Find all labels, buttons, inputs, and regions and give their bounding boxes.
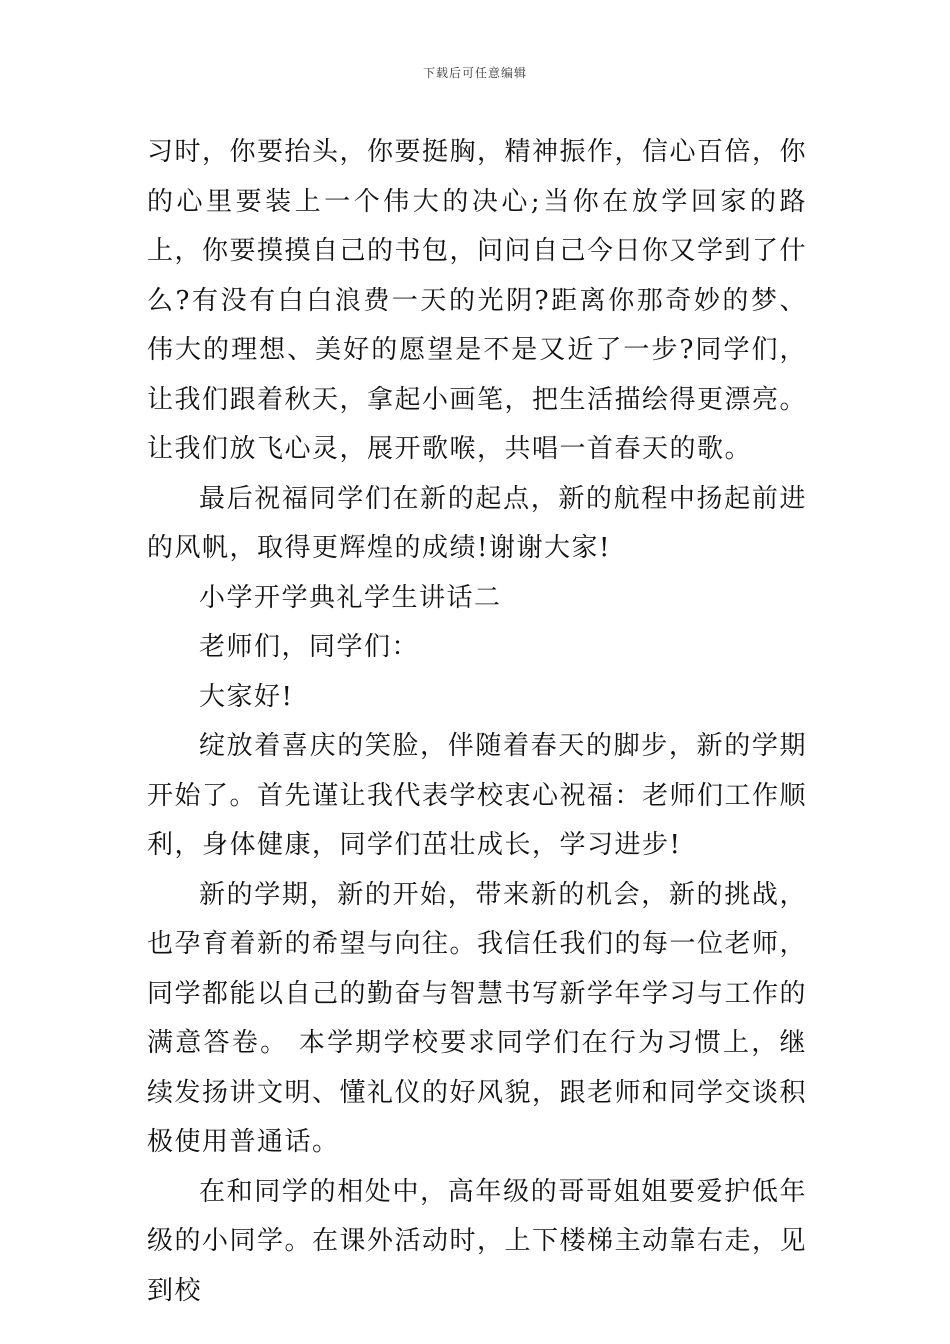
paragraph-closing-wishes: 最后祝福同学们在新的起点，新的航程中扬起前进的风帆，取得更辉煌的成绩!谢谢大家! xyxy=(147,483,807,563)
paragraph-getting-along: 在和同学的相处中，高年级的哥哥姐姐要爱护低年级的小同学。在课外活动时，上下楼梯主动靠右走，见到校 xyxy=(147,1176,808,1306)
paragraph-new-semester: 新的学期，新的开始，带来新的机会，新的挑战，也孕育着新的希望与向往。我信任我们的每一位老师，同学都能以自己的勤奋与智慧书写新学年学习与工作的满意答卷。 本学期学校要求同学们在行为习惯上，继续发扬讲文明、懂礼仪的好风貌，跟老师和同学交谈积极使用普通话。 xyxy=(147,879,808,1157)
salutation: 老师们，同学们： xyxy=(199,632,420,662)
greeting: 大家好! xyxy=(199,681,294,712)
document-body xyxy=(147,128,807,1316)
section-title: 小学开学典礼学生讲话二 xyxy=(199,582,502,613)
paragraph-continuation: 习时，你要抬头，你要挺胸，精神振作，信心百倍，你的心里要装上一个伟大的决心;当你在放学回家的路上，你要摸摸自己的书包，问问自己今日你又学到了什么?有没有白白浪费一天的光阴?距离你那奇妙的梦、伟大的理想、美好的愿望是不是又近了一步?同学们，让我们跟着秋天，拿起小画笔，把生活描绘得更漂亮。让我们放飞心灵，展开歌喉，共唱一首春天的歌。 xyxy=(147,137,808,464)
paragraph-opening: 绽放着喜庆的笑脸，伴随着春天的脚步，新的学期开始了。首先谨让我代表学校衷心祝福：老师们工作顺利，身体健康，同学们茁壮成长，学习进步! xyxy=(147,731,808,860)
header-note: 下载后可任意编辑 xyxy=(422,66,527,80)
